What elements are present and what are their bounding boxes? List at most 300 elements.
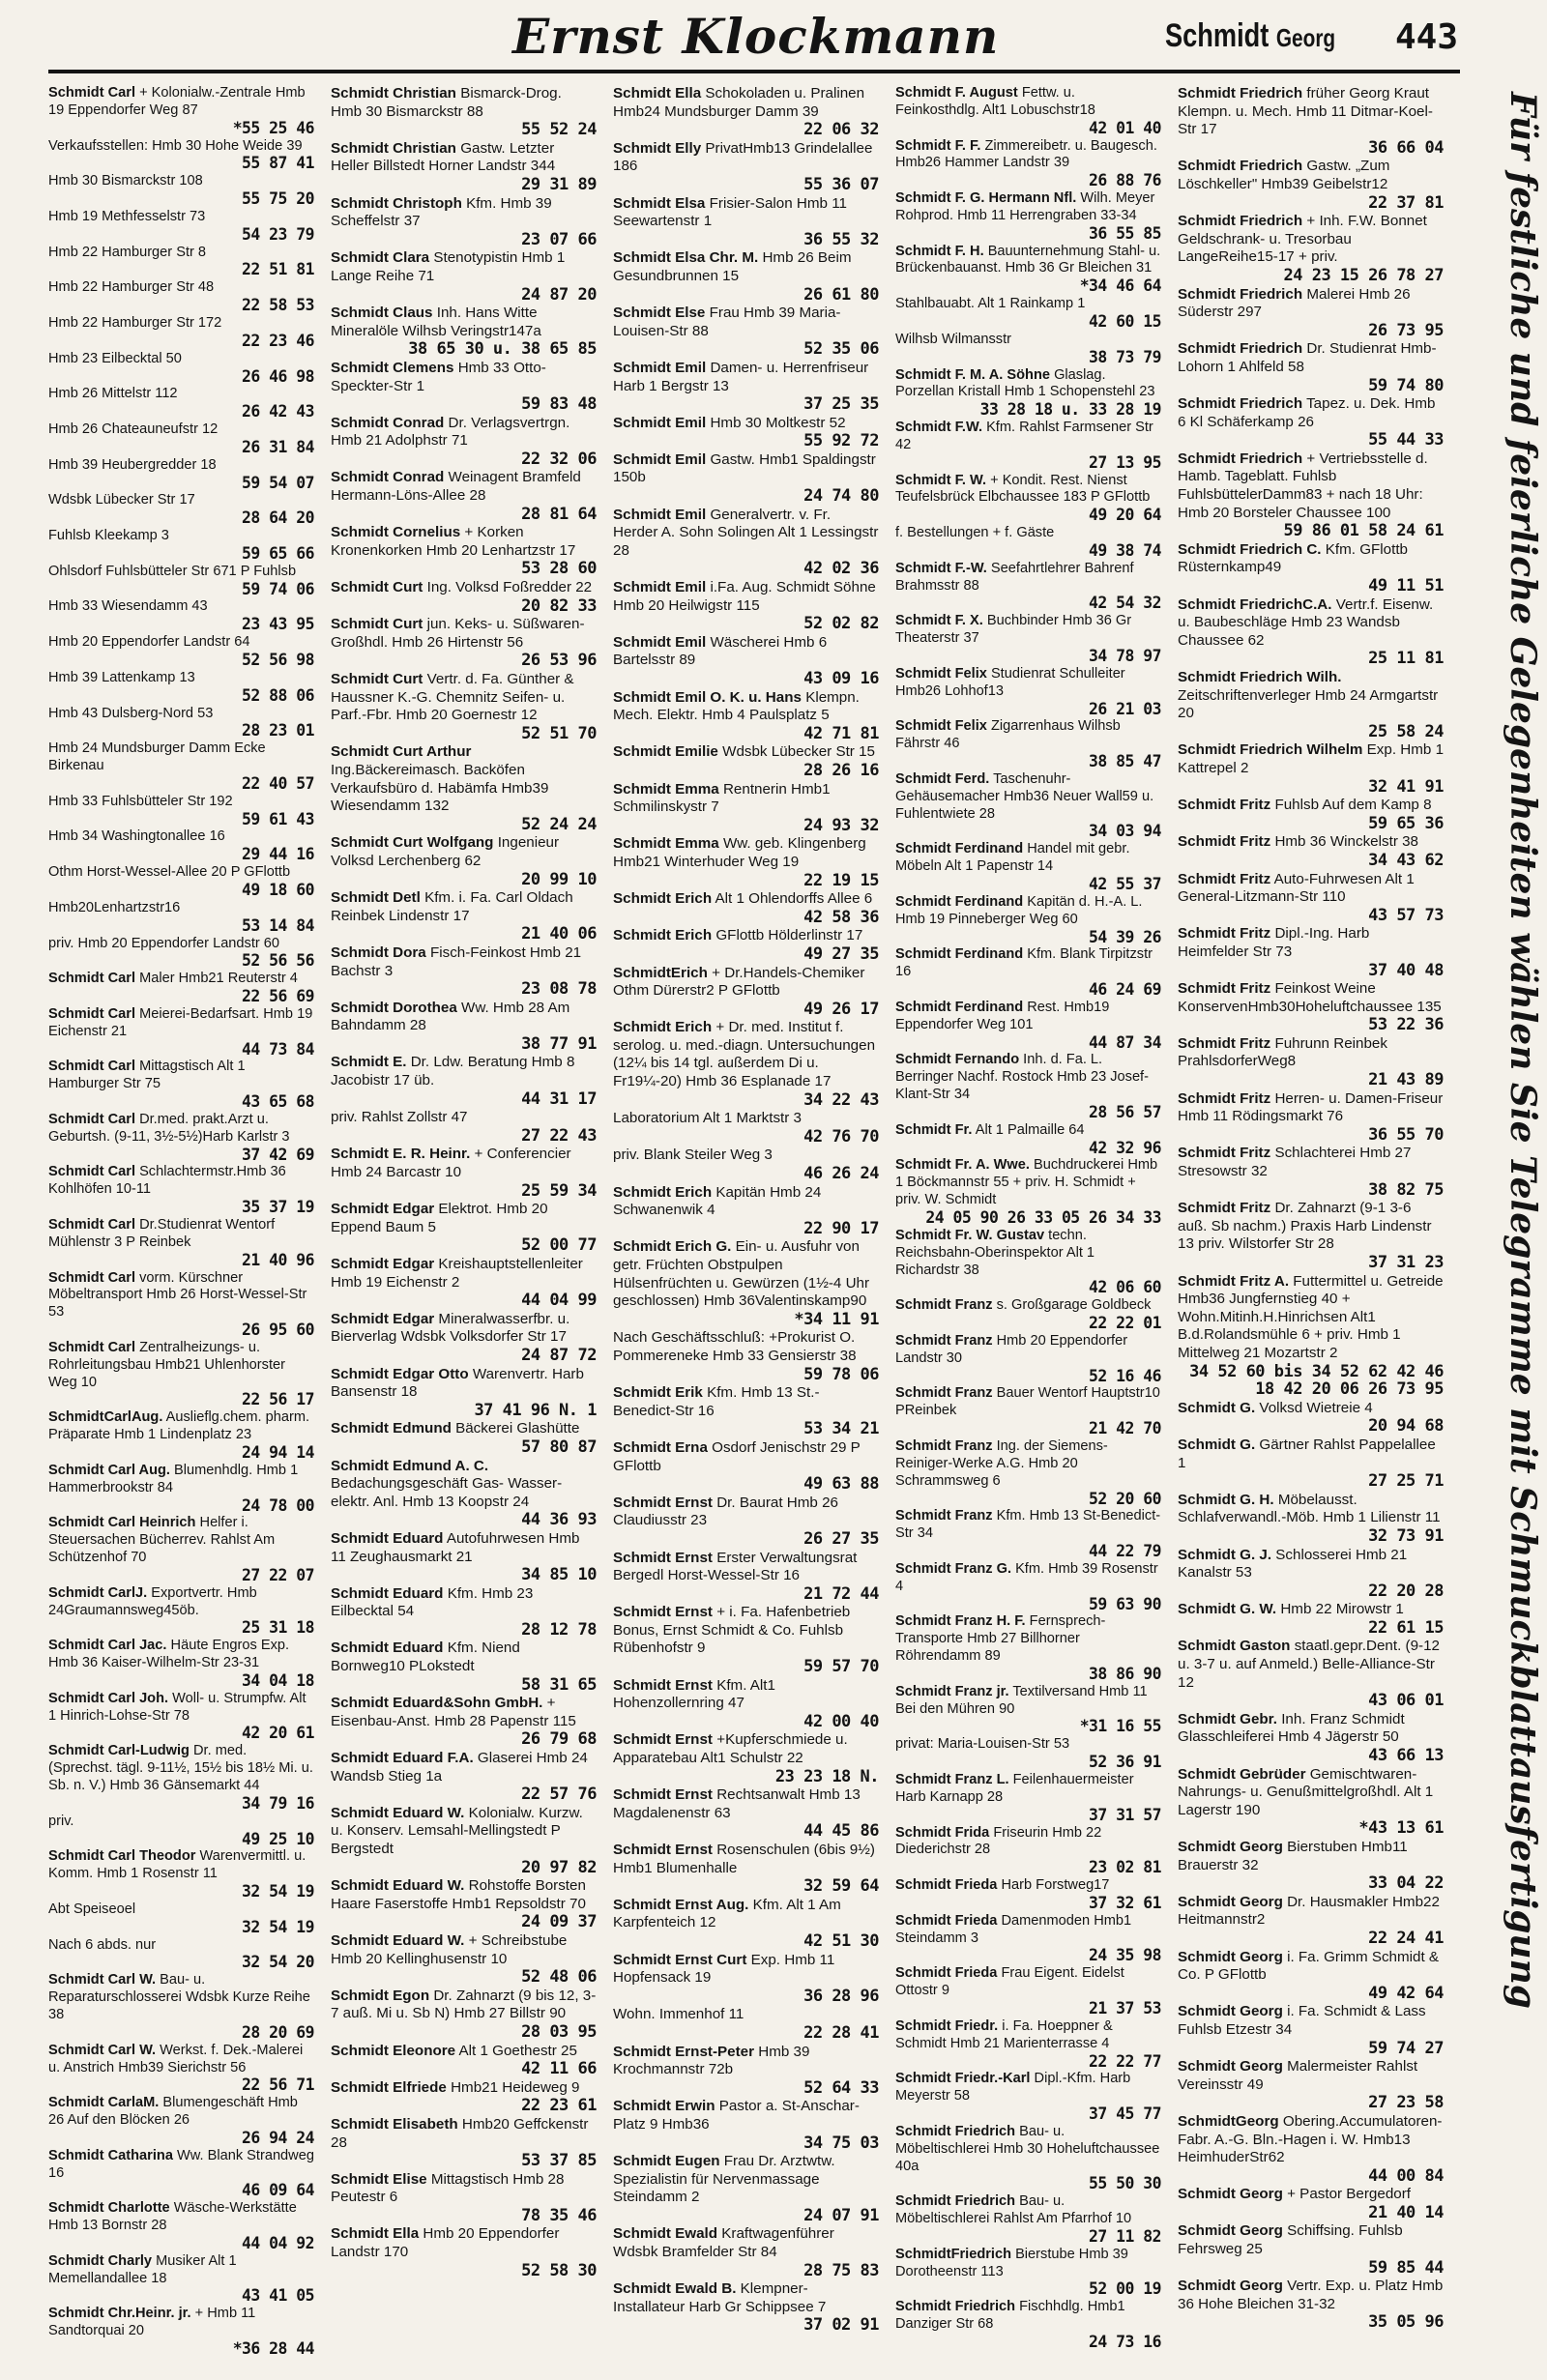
- directory-entry: [613, 2098, 879, 2152]
- directory-entry: [895, 1000, 1161, 1052]
- directory-entry: [895, 85, 1161, 137]
- entry-details: + Hmb 11 Sandtorquai 20: [48, 2306, 256, 2339]
- entry-name: Schmidt Georg: [1178, 1839, 1283, 1855]
- directory-entry: [613, 2153, 879, 2224]
- entry-name: Schmidt Georg: [1178, 2003, 1283, 2020]
- entry-details: Dr.med. prakt.Arzt u. Geburtsh. (9-11, 3½-5½)Harb Karlstr 3: [48, 1111, 290, 1145]
- entry-phone: 55 44 33: [1368, 430, 1444, 450]
- entry-details: Kfm. Hmb 23 Eilbecktal 54: [331, 1584, 534, 1620]
- entry-name: Schmidt Friedr.: [895, 2017, 999, 2034]
- entry-phone: 26 46 98: [242, 366, 314, 386]
- entry-phone: 21 42 70: [1089, 1419, 1161, 1438]
- entry-phone: 59 85 44: [1368, 2257, 1444, 2278]
- entry-phone: 23 23 18 N.: [774, 1766, 879, 1786]
- entry-name: Schmidt Fritz: [1178, 797, 1271, 814]
- entry-name: Schmidt Erich: [613, 890, 713, 908]
- entry-details: Kfm. Hmb 13 St-Benedict-Str 34: [895, 1508, 1161, 1542]
- directory-entry: [331, 1877, 597, 1931]
- entry-details: i.Fa. Aug. Schmidt Söhne Hmb 20 Heilwigstr 115: [613, 579, 876, 614]
- entry-phone: 21 37 53: [1089, 1998, 1161, 2017]
- directory-entry: [331, 1585, 597, 1640]
- directory-entry: [48, 2095, 314, 2147]
- directory-entry: [1178, 541, 1444, 595]
- directory-entry: [895, 1333, 1161, 1385]
- entry-name: Schmidt Carl: [48, 1339, 136, 1355]
- directory-entry: [613, 1786, 879, 1841]
- running-head: [1165, 17, 1335, 55]
- entry-details: Exp. Hmb 11 Hopfensack 19: [613, 1951, 835, 1987]
- entry-details: Textilversand Hmb 11 Bei den Mühren 90: [895, 1683, 1148, 1717]
- entry-name: Schmidt Ernst: [613, 1731, 713, 1749]
- directory-entry: [613, 1897, 879, 1951]
- entry-details: Kreishauptstellenleiter Hmb 19 Eichenstr 2: [331, 1256, 583, 1291]
- directory-entry: [331, 2225, 597, 2279]
- entry-phone: 43 66 13: [1368, 1746, 1444, 1766]
- entry-phone: 23 07 66: [521, 229, 597, 249]
- entry-phone: 22 56 71: [242, 2075, 314, 2095]
- entry-details: Hmb 36 Winckelstr 38: [1274, 833, 1418, 851]
- entry-name: Schmidt Carl: [48, 1059, 136, 1075]
- entry-name: Schmidt Friedrich C.: [1178, 540, 1322, 558]
- entry-phone: 52 48 06: [521, 1967, 597, 1988]
- entry-phone: 42 71 81: [803, 723, 879, 743]
- entry-name: Schmidt G. H.: [1178, 1491, 1274, 1508]
- entry-name: Schmidt E.: [331, 1054, 407, 1071]
- directory-entry: [48, 2148, 314, 2200]
- entry-details: Blumengeschäft Hmb 26 Auf den Blöcken 26: [48, 2095, 298, 2129]
- entry-details: Schlosserei Hmb 21 Kanalstr 53: [1178, 1546, 1408, 1582]
- directory-entry: [331, 1458, 597, 1529]
- entry-name: Schmidt Erik: [613, 1384, 703, 1402]
- directory-entry: [331, 1932, 597, 1987]
- entry-details: priv. Hmb 20 Eppendorfer Landstr 60: [48, 935, 280, 951]
- directory-entry: [331, 1054, 597, 1108]
- entry-phone: 24 87 72: [521, 1345, 597, 1365]
- entry-name: Schmidt Ferdinand: [895, 841, 1024, 857]
- entry-name: Schmidt Friedrich: [1178, 340, 1303, 358]
- entry-phone: 37 02 91: [803, 2315, 879, 2336]
- entry-phone: 42 02 36: [803, 559, 879, 579]
- entry-details: Glaserei Hmb 24 Wandsb Stieg 1a: [331, 1750, 588, 1785]
- entry-details: Hmb 24 Mundsburger Damm Ecke Birkenau: [48, 740, 266, 774]
- entry-name: Schmidt F.W.: [895, 420, 982, 436]
- entry-name: Schmidt Ella: [331, 2225, 420, 2243]
- entry-details: + Korken Kronenkorken Hmb 20 Lenhartzstr 17: [331, 524, 576, 559]
- directory-entry: [613, 415, 879, 450]
- entry-details: Bauunternehmung Stahl- u. Brückenbauanst. Hmb 36 Gr Bleichen 31: [895, 243, 1161, 276]
- directory-entry: [331, 1640, 597, 1694]
- entry-name: Schmidt Carl: [48, 1005, 136, 1022]
- directory-entry: [1178, 1437, 1444, 1491]
- directory-entry: [1178, 871, 1444, 925]
- entry-details: Fuhlsb Kleekamp 3: [48, 528, 169, 544]
- entry-name: Schmidt Dora: [331, 943, 426, 961]
- entry-phone: 27 22 07: [242, 1565, 314, 1584]
- entry-name: Schmidt Curt: [331, 671, 423, 687]
- directory-entry: [48, 1814, 314, 1848]
- entry-name: Schmidt Ewald B.: [613, 2280, 737, 2298]
- directory-entry: [1178, 1400, 1444, 1436]
- directory-entry: [48, 1164, 314, 1216]
- entry-phone: 28 03 95: [521, 2021, 597, 2042]
- entry-details: Gastw. „Zum Löschkeller" Hmb39 Geibelstr12: [1178, 158, 1390, 192]
- entry-details: Mittagstisch Alt 1 Hamburger Str 75: [48, 1059, 246, 1092]
- entry-details: Alt 1 Ohlendorffs Allee 6: [715, 890, 873, 908]
- entry-phone: 27 11 82: [1089, 2226, 1161, 2246]
- entry-name: Schmidt Frieda: [895, 1912, 998, 1929]
- entry-details: i. Fa. Hoeppner & Schmidt Hmb 21 Marienterrasse 4: [895, 2017, 1113, 2051]
- entry-details: früher Georg Kraut Klempn. u. Mech. Hmb 11 Ditmar-Koel-Str 17: [1178, 85, 1433, 138]
- entry-details: Herren- u. Damen-Friseur Hmb 11 Rödingsmarkt 76: [1178, 1089, 1444, 1125]
- entry-name: Schmidt Franz jr.: [895, 1683, 1009, 1699]
- entry-phone: 49 27 35: [803, 943, 879, 964]
- entry-details: Exportvertr. Hmb 24Graumannsweg45öb.: [48, 1584, 257, 1618]
- directory-entry: [331, 469, 597, 523]
- directory-entry: [895, 1736, 1161, 1771]
- entry-phone: 28 12 78: [521, 1619, 597, 1640]
- entry-details: Gastw. Letzter Heller Billstedt Horner Landstr 344: [331, 139, 556, 175]
- entry-phone: 59 61 43: [242, 809, 314, 828]
- entry-name: Schmidt F.-W.: [895, 560, 987, 576]
- entry-details: Rentnerin Hmb1 Schmilinskystr 7: [613, 780, 831, 816]
- directory-entry: [1178, 980, 1444, 1034]
- entry-details: Warenvertr. Harb Bansenstr 18: [331, 1365, 584, 1401]
- entry-details: Dr.Studienrat Wentorf Mühlenstr 3 P Reinbek: [48, 1217, 276, 1250]
- entry-phone: 21 72 44: [803, 1583, 879, 1604]
- entry-phone: 59 63 90: [1089, 1594, 1161, 1613]
- entry-name: Schmidt Georg: [1178, 1893, 1283, 1910]
- entry-name: Schmidt Edgar: [331, 1310, 435, 1327]
- entry-details: Hmb 22 Hamburger Str 8: [48, 244, 207, 260]
- directory-entry: [613, 1146, 879, 1182]
- entry-details: Bau- u. Möbeltischlerei Rahlst Am Pfarrhof 10: [895, 2193, 1132, 2227]
- entry-name: Schmidt Chr.Heinr. jr.: [48, 2306, 191, 2322]
- entry-details: Hmb 26 Mittelstr 112: [48, 386, 178, 402]
- entry-name: Schmidt Fritz: [1178, 870, 1271, 887]
- directory-entry: [331, 305, 597, 359]
- entry-phone: 42 01 40: [1089, 118, 1161, 137]
- entry-phone: 28 23 01: [242, 721, 314, 740]
- entry-details: Nach Geschäftsschluß: +Prokurist O. Pommereneke Hmb 33 Gensierstr 38: [613, 1329, 857, 1364]
- entry-details: Dr. Verlagsvertrgn. Hmb 21 Adolphstr 71: [331, 414, 570, 450]
- entry-name: Schmidt Emil: [613, 359, 707, 376]
- entry-phone: 22 40 57: [242, 773, 314, 793]
- entry-name: Schmidt Curt Arthur: [331, 743, 472, 761]
- entry-phone: 24 93 32: [803, 815, 879, 835]
- entry-details: Möbelausst. Schlafverwandl.-Möb. Hmb 1 Lilienstr 11: [1178, 1491, 1441, 1526]
- directory-entry: [1178, 85, 1444, 157]
- entry-details: Pastor a. St-Anschar-Platz 9 Hmb36: [613, 2098, 860, 2133]
- entry-details: Hmb 39 Heubergredder 18: [48, 456, 217, 473]
- entry-phone: 20 82 33: [521, 595, 597, 616]
- directory-entry: [331, 1146, 597, 1200]
- entry-name: SchmidtCarlAug.: [48, 1409, 163, 1426]
- entry-details: Studienrat Schulleiter Hmb26 Lohhof13: [895, 665, 1125, 699]
- entry-name: Schmidt Elly: [613, 139, 702, 157]
- entry-details: Fuhrunn Reinbek PrahlsdorferWeg8: [1178, 1034, 1387, 1070]
- entry-name: Schmidt Emil O. K. u. Hans: [613, 688, 802, 706]
- directory-entry: [48, 634, 314, 669]
- entry-name: Schmidt Ernst Aug.: [613, 1896, 749, 1913]
- directory-entry: [331, 743, 597, 833]
- entry-phone: 53 37 85: [521, 2151, 597, 2171]
- entry-details: GFlottb Hölderlinstr 17: [715, 927, 863, 944]
- directory-entry: [48, 1743, 314, 1812]
- entry-phone: 28 26 16: [803, 760, 879, 780]
- entry-details: Stenotypistin Hmb 1 Lange Reihe 71: [331, 249, 566, 284]
- directory-entry: [331, 1311, 597, 1365]
- entry-details: Frau Dr. Arztwtw. Spezialistin für Nervenmassage Steindamm 2: [613, 2153, 835, 2206]
- entry-details: Weinagent Bramfeld Hermann-Löns-Allee 28: [331, 469, 581, 505]
- entry-phone: 24 78 00: [242, 1495, 314, 1515]
- entry-name: Schmidt Fritz: [1178, 833, 1271, 851]
- entry-details: Laboratorium Alt 1 Marktstr 3: [613, 1110, 802, 1127]
- entry-details: Ohlsdorf Fuhlsbütteler Str 671 P Fuhlsb: [48, 563, 297, 579]
- entry-name: Schmidt Carl: [48, 1164, 136, 1180]
- entry-name: Schmidt Ernst Curt: [613, 1951, 747, 1968]
- entry-name: Schmidt E. R. Heinr.: [331, 1146, 471, 1163]
- entry-name: Schmidt Fritz: [1178, 1145, 1271, 1162]
- entry-phone: 36 55 85: [1089, 223, 1161, 243]
- entry-name: Schmidt Clemens: [331, 359, 454, 376]
- entry-details: Mittagstisch Hmb 28 Peutestr 6: [331, 2170, 565, 2206]
- entry-phone: 59 74 80: [1368, 375, 1444, 395]
- entry-phone: 26 21 03: [1089, 699, 1161, 718]
- entry-details: Obering.Accumulatoren-Fabr. A.-G. Bln.-Hagen i. W. Hmb13 HeimhuderStr62: [1178, 2112, 1443, 2166]
- entry-phone: 22 58 53: [242, 296, 314, 315]
- entry-name: Schmidt Friedrich Wilhelm: [1178, 741, 1363, 759]
- entry-details: Nach 6 abds. nur: [48, 1936, 157, 1953]
- directory-entry: [895, 2124, 1161, 2192]
- directory-entry: [1178, 450, 1444, 540]
- entry-details: + Inh. F.W. Bonnet Geldschrank- u. Tresorbau LangeReihe15-17 + priv.: [1178, 213, 1427, 266]
- entry-phone: 23 43 95: [242, 615, 314, 634]
- entry-name: Schmidt Carl Heinrich: [48, 1515, 196, 1531]
- entry-details: i. Fa. Schmidt & Lass Fuhlsb Etzestr 34: [1178, 2003, 1426, 2038]
- directory-entry: [48, 209, 314, 244]
- directory-entry: [613, 1439, 879, 1494]
- entry-details: + Conferencier Hmb 24 Barcastr 10: [331, 1146, 571, 1181]
- directory-entry: [613, 507, 879, 578]
- entry-name: Schmidt Fr. W. Gustav: [895, 1227, 1045, 1243]
- directory-entry: [331, 195, 597, 249]
- directory-entry: [331, 2043, 597, 2078]
- entry-phone: 43 41 05: [242, 2286, 314, 2306]
- entry-details: Bismarck-Drog. Hmb 30 Bismarckstr 88: [331, 85, 562, 120]
- directory-entry: [331, 1530, 597, 1584]
- directory-entry: [48, 2306, 314, 2358]
- entry-phone: 27 13 95: [1089, 452, 1161, 472]
- directory-entry: [613, 2280, 879, 2335]
- page-number: 443: [1394, 17, 1458, 57]
- entry-details: Ww. geb. Klingenberg Hmb21 Winterhuder Weg 19: [613, 835, 866, 870]
- entry-phone: 49 26 17: [803, 999, 879, 1019]
- entry-name: Schmidt CarlJ.: [48, 1584, 148, 1601]
- entry-phone: 37 31 23: [1368, 1253, 1444, 1272]
- entry-name: Schmidt Egon: [331, 1987, 430, 2004]
- entry-name: Schmidt Eleonore: [331, 2042, 456, 2059]
- entry-name: Schmidt Carl: [48, 1111, 136, 1127]
- entry-details: Autofuhrwesen Hmb 11 Zeughausmarkt 21: [331, 1529, 580, 1565]
- entry-details: Othm Horst-Wessel-Allee 20 P GFlottb: [48, 864, 291, 881]
- directory-entry: [48, 2043, 314, 2095]
- directory-entry: [613, 1110, 879, 1146]
- entry-details: + Eisenbau-Anst. Hmb 28 Papenstr 115: [331, 1695, 576, 1729]
- entry-phone: 26 27 35: [803, 1528, 879, 1549]
- directory-entry: [613, 927, 879, 963]
- entry-details: + Kondit. Rest. Nienst Teufelsbrück Elbchaussee 183 P GFlottb: [895, 472, 1151, 506]
- entry-name: Schmidt Elisabeth: [331, 2115, 458, 2133]
- entry-name: Schmidt Emma: [613, 780, 719, 798]
- entry-phone: 44 04 99: [521, 1291, 597, 1311]
- directory-entry: [1178, 2186, 1444, 2221]
- page-header: [0, 0, 1547, 70]
- entry-name: Schmidt Ernst: [613, 1842, 713, 1858]
- entry-details: Kfm. Rahlst Farmsener Str 42: [895, 420, 1153, 452]
- entry-details: Hmb 22 Mirowstr 1: [1280, 1601, 1404, 1618]
- entry-phone: 32 73 91: [1368, 1525, 1444, 1546]
- directory-entry: [895, 1877, 1161, 1912]
- directory-entry: [613, 1495, 879, 1549]
- entry-details: priv.: [48, 1813, 74, 1829]
- directory-entry: [1178, 596, 1444, 668]
- entry-details: Vertr. Exp. u. Platz Hmb 36 Hohe Bleichen 31-32: [1178, 2278, 1444, 2312]
- entry-phone: *55 25 46: [232, 118, 314, 137]
- directory-entry: [48, 1691, 314, 1743]
- entry-phone: 22 22 01: [1089, 1314, 1161, 1333]
- entry-details: Kfm. Blank Tirpitzstr 16: [895, 946, 1153, 980]
- directory-entry: [895, 561, 1161, 613]
- directory-entry: [48, 1409, 314, 1462]
- directory-entry: [331, 1750, 597, 1804]
- entry-phone: 49 11 51: [1368, 576, 1444, 596]
- entry-phone: 44 00 84: [1368, 2165, 1444, 2186]
- directory-entry: [1178, 1766, 1444, 1838]
- directory-entry: [48, 900, 314, 935]
- directory-entry: [895, 1561, 1161, 1613]
- entry-details: Schlachterei Hmb 27 Stresowstr 32: [1178, 1145, 1412, 1180]
- entry-phone: 59 65 36: [1368, 813, 1444, 833]
- entry-details: Inh. Hans Witte Mineralöle Wilhsb Veringstr147a: [331, 305, 541, 339]
- directory-entry: [1178, 833, 1444, 869]
- directory-column-1: [48, 85, 314, 2359]
- entry-details: Feilenhauermeister Harb Karnapp 28: [895, 1772, 1134, 1805]
- directory-entry: [1178, 2222, 1444, 2277]
- directory-entry: [331, 834, 597, 888]
- entry-phone: 23 08 78: [521, 979, 597, 1000]
- entry-name: Schmidt F. G. Hermann Nfl.: [895, 190, 1077, 207]
- entry-details: Zeitschriftenverleger Hmb 24 Armgartstr 20: [1178, 686, 1439, 722]
- directory-entry: [895, 244, 1161, 296]
- entry-details: Zentralheizungs- u. Rohrleitungsbau Hmb21 Uhlenhorster Weg 10: [48, 1339, 285, 1390]
- entry-phone: 42 55 37: [1089, 874, 1161, 893]
- entry-details: Zimmereibetr. u. Baugesch. Hmb26 Hammer Landstr 39: [895, 137, 1157, 171]
- entry-name: Schmidt Frieda: [895, 1877, 998, 1894]
- entry-phone: 21 43 89: [1368, 1070, 1444, 1090]
- entry-name: Schmidt Detl: [331, 889, 421, 907]
- entry-details: Hmb 19 Methfesselstr 73: [48, 208, 206, 224]
- directory-entry: [1178, 1839, 1444, 1893]
- directory-entry: [48, 1340, 314, 1408]
- entry-phone: 24 35 98: [1089, 1946, 1161, 1965]
- entry-details: Wäscherei Hmb 6 Bartelsstr 89: [613, 633, 828, 669]
- entry-details: Maler Hmb21 Reuterstr 4: [139, 971, 298, 987]
- entry-phone: *34 46 64: [1079, 276, 1161, 296]
- directory-entry: [613, 2225, 879, 2279]
- entry-name: Schmidt Georg: [1178, 2058, 1283, 2075]
- entry-phone: 37 25 35: [803, 394, 879, 415]
- entry-phone: *36 28 44: [232, 2339, 314, 2358]
- entry-details: Dipl.-Ing. Harb Heimfelder Str 73: [1178, 925, 1370, 960]
- directory-entry: [895, 718, 1161, 770]
- entry-details: Verkaufsstellen: Hmb 30 Hohe Weide 39: [48, 137, 303, 154]
- directory-entry: [48, 864, 314, 899]
- entry-phone: 59 54 07: [242, 473, 314, 492]
- entry-phone: 27 22 43: [521, 1125, 597, 1146]
- entry-details: Helfer i. Steuersachen Bücherrev. Rahlst Am Schützenhof 70: [48, 1515, 276, 1566]
- entry-name: Schmidt Franz: [895, 1297, 993, 1314]
- entry-phone: 20 97 82: [521, 1857, 597, 1877]
- entry-name: Schmidt Erna: [613, 1438, 708, 1456]
- entry-phone: 37 42 69: [242, 1145, 314, 1164]
- entry-details: Zigarrenhaus Wilhsb Fährstr 46: [895, 718, 1121, 752]
- entry-phone: 49 18 60: [242, 880, 314, 899]
- entry-name: Schmidt Emma: [613, 835, 719, 853]
- entry-details: Fettw. u. Feinkosthdlg. Alt1 Lobuschstr18: [895, 85, 1095, 118]
- entry-phone: 36 55 70: [1368, 1124, 1444, 1145]
- entry-phone: 22 23 46: [242, 331, 314, 350]
- directory-entry: [1178, 741, 1444, 796]
- entry-phone: 54 39 26: [1089, 927, 1161, 946]
- entry-phone: *31 16 55: [1079, 1717, 1161, 1736]
- entry-phone: 29 44 16: [242, 845, 314, 864]
- directory-entry: [331, 1201, 597, 1255]
- entry-phone: *43 13 61: [1358, 1818, 1444, 1839]
- entry-name: Schmidt Elfriede: [331, 2078, 447, 2096]
- entry-phone: 44 87 34: [1089, 1032, 1161, 1052]
- directory-entry: [48, 173, 314, 208]
- entry-details: Wdsbk Lübecker Str 15: [722, 743, 875, 761]
- directory-entry: [48, 492, 314, 527]
- entry-name: Schmidt Curt: [331, 616, 423, 633]
- entry-phone: 42 20 61: [242, 1724, 314, 1743]
- entry-name: Schmidt Eugen: [613, 2153, 720, 2170]
- entry-phone: 42 00 40: [803, 1711, 879, 1731]
- entry-name: Schmidt Friedrich Wilh.: [1178, 669, 1342, 685]
- entry-phone: 24 09 37: [521, 1912, 597, 1932]
- entry-details: Hmb20 Geffckenstr 28: [331, 2115, 589, 2151]
- entry-name: Schmidt Fritz: [1178, 1034, 1271, 1052]
- entry-phone: 55 92 72: [803, 431, 879, 451]
- entry-details: Ing. der Siemens-Reiniger-Werke A.G. Hmb 20 Schrammsweg 6: [895, 1437, 1108, 1489]
- directory-entry: [613, 360, 879, 414]
- advert-text: Für festliche und feierliche Gelegenheiten wählen Sie Telegramme mit Schmuckblattausfertigung: [1503, 92, 1543, 2009]
- entry-phone: 43 09 16: [803, 669, 879, 688]
- entry-name: Schmidt Ferdinand: [895, 999, 1024, 1015]
- directory-entry: [48, 386, 314, 421]
- entry-details: Osdorf Jenischstr 29 P GFlottb: [613, 1438, 861, 1474]
- entry-phone: 57 80 87: [521, 1437, 597, 1457]
- directory-entry: [613, 1238, 879, 1328]
- entry-name: Schmidt Gebr.: [1178, 1710, 1277, 1727]
- entry-name: Schmidt Charly: [48, 2252, 153, 2269]
- entry-details: f. Bestellungen + f. Gäste: [895, 525, 1055, 541]
- entry-name: Schmidt Ella: [613, 85, 702, 102]
- directory-entry: [895, 1508, 1161, 1560]
- entry-phone: 22 19 15: [803, 870, 879, 890]
- directory-entry: [895, 1772, 1161, 1824]
- directory-entry: [48, 2200, 314, 2252]
